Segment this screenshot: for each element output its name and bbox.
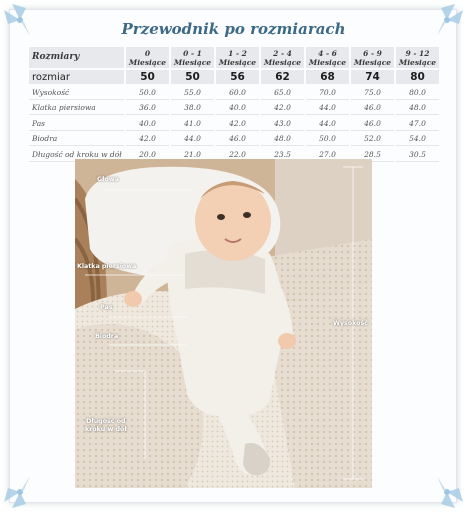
bow-decoration-bottom-right [427,472,467,512]
table-cell: 55.0 [171,86,214,100]
table-cell: 50 [126,70,169,84]
table-cell: 27.0 [306,148,349,162]
inseam-label-line1: Długość od [86,418,126,425]
column-header [396,47,439,68]
table-cell: 74 [351,70,394,84]
table-cell: 40.0 [216,102,259,116]
table-cell: 28.5 [351,148,394,162]
column-unit: Miesiące [398,57,437,67]
column-range: 2 - 4 [273,48,292,58]
row-label: Wysokość [29,86,124,100]
column-range: 9 - 12 [405,48,430,58]
bow-decoration-bottom-left [0,472,40,512]
table-cell: 70.0 [306,86,349,100]
inseam-label-line2: kroku w dół [85,426,127,433]
table-cell: 36.0 [126,102,169,116]
table-cell: 60.0 [216,86,259,100]
table-cell: 46.0 [351,102,394,116]
table-cell: 68 [306,70,349,84]
table-cell: 44.0 [306,102,349,116]
table-row [29,133,439,147]
table-cell: 50.0 [126,86,169,100]
table-cell: 46.0 [216,133,259,147]
column-header [306,47,349,68]
column-header [216,47,259,68]
column-unit: Miesiące [353,57,392,67]
column-range: 4 - 6 [318,48,337,58]
table-cell: 48.0 [396,102,439,116]
column-header [351,47,394,68]
table-row-size [29,70,439,84]
chest-label: Klatka piersiowa [77,263,137,270]
table-cell: 62 [261,70,304,84]
table-cell: 46.0 [351,117,394,131]
table-cell: 50.0 [306,133,349,147]
table-cell: 44.0 [171,133,214,147]
table-cell: 80.0 [396,86,439,100]
baby-illustration [75,159,372,488]
row-label: Pas [29,117,124,131]
table-cell: 20.0 [126,148,169,162]
row-label: rozmiar [29,70,124,84]
table-cell: 21.0 [171,148,214,162]
table-cell: 40.0 [126,117,169,131]
row-label: Długość od kroku w dół [29,148,124,162]
column-range: 6 - 9 [363,48,382,58]
row-label: Biodra [29,133,124,147]
table-cell: 22.0 [216,148,259,162]
column-header [261,47,304,68]
hips-label: Biodra [95,333,119,340]
table-cell: 52.0 [351,133,394,147]
column-unit: Miesiące [263,57,302,67]
table-cell: 75.0 [351,86,394,100]
table-cell: 38.0 [171,102,214,116]
height-label: Wysokość [333,320,368,327]
column-unit: Miesiące [308,57,347,67]
table-cell: 54.0 [396,133,439,147]
table-header-row [29,47,439,68]
column-unit: Miesiące [173,57,212,67]
table-cell: 65.0 [261,86,304,100]
column-header [171,47,214,68]
table-cell: 43.0 [261,117,304,131]
table-cell: 42.0 [126,133,169,147]
table-cell: 56 [216,70,259,84]
table-corner-label: Rozmiary [29,47,124,68]
inseam-label [85,418,127,434]
table-cell: 80 [396,70,439,84]
table-row [29,86,439,100]
column-range: 0 [144,48,151,58]
size-chart-table [27,45,441,164]
table-cell: 42.0 [261,102,304,116]
column-range: 1 - 2 [228,48,247,58]
table-cell: 23.5 [261,148,304,162]
column-unit: Miesiące [218,57,257,67]
table-row [29,102,439,116]
waist-label: Pas [100,304,113,311]
table-cell: 44.0 [306,117,349,131]
column-header [126,47,169,68]
column-range: 0 - 1 [183,48,202,58]
head-label: Głowa [97,176,119,183]
row-label: Klatka piersiowa [29,102,124,116]
table-cell: 41.0 [171,117,214,131]
table-cell: 48.0 [261,133,304,147]
baby-measurement-photo [75,159,372,488]
table-row [29,117,439,131]
page-title: Przewodnik po rozmiarach [121,20,346,38]
table-cell: 50 [171,70,214,84]
table-cell: 47.0 [396,117,439,131]
table-cell: 30.5 [396,148,439,162]
column-unit: Miesiące [128,57,167,67]
table-cell: 42.0 [216,117,259,131]
